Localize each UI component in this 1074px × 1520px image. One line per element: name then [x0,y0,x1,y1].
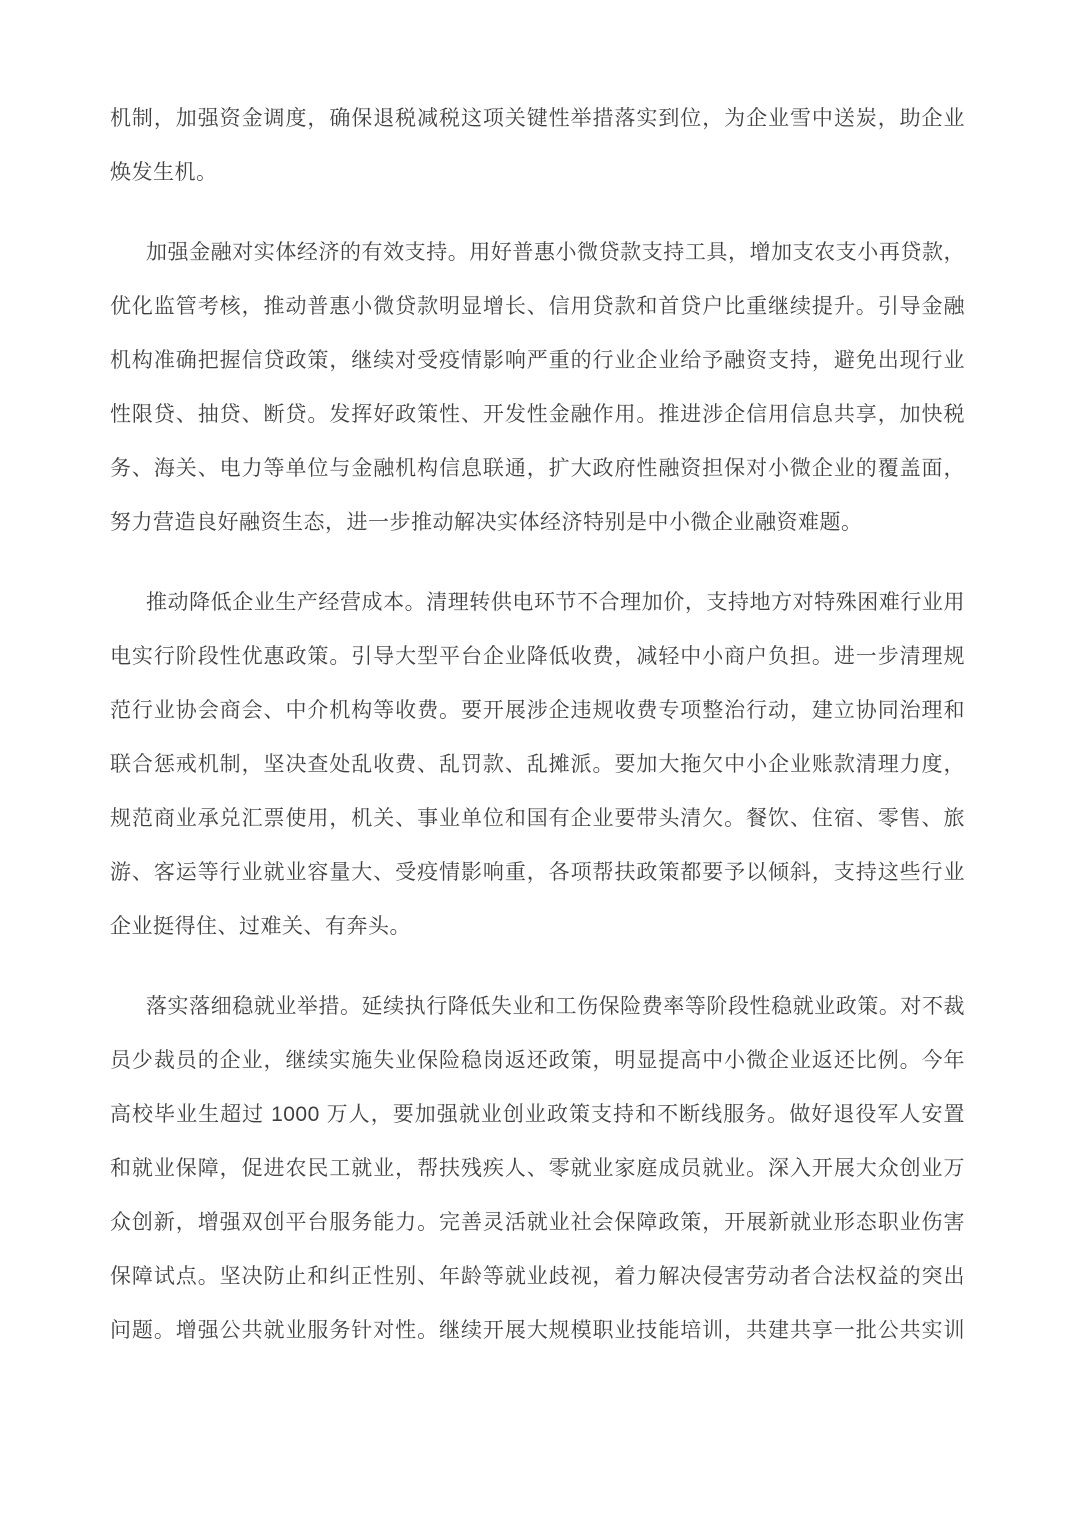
text-line: 和就业保障，促进农民工就业，帮扶残疾人、零就业家庭成员就业。深入开展大众创业万 [110,1157,965,1180]
paragraph-lower-costs [110,576,965,954]
text-line: 焕发生机。 [110,161,218,184]
text-line: 机构准确把握信贷政策，继续对受疫情影响严重的行业企业给予融资支持，避免出现行业 [110,349,965,372]
text-line: 企业挺得住、过难关、有奔头。 [110,915,411,938]
text-line: 保障试点。坚决防止和纠正性别、年龄等就业歧视，着力解决侵害劳动者合法权益的突出 [110,1265,965,1288]
text-line: 众创新，增强双创平台服务能力。完善灵活就业社会保障政策，开展新就业形态职业伤害 [110,1211,965,1234]
text-line: 问题。增强公共就业服务针对性。继续开展大规模职业技能培训，共建共享一批公共实训 [110,1319,965,1342]
text-line: 落实落细稳就业举措。延续执行降低失业和工伤保险费率等阶段性稳就业政策。对不裁 [146,995,965,1018]
paragraph-continuation [110,92,965,200]
text-line: 员少裁员的企业，继续实施失业保险稳岗返还政策，明显提高中小微企业返还比例。今年 [110,1049,965,1072]
paragraph-financial-support [110,226,965,550]
text-line: 高校毕业生超过 1000 万人，要加强就业创业政策支持和不断线服务。做好退役军人安置 [110,1103,965,1126]
text-line: 联合惩戒机制，坚决查处乱收费、乱罚款、乱摊派。要加大拖欠中小企业账款清理力度， [110,753,965,776]
text-line: 规范商业承兑汇票使用，机关、事业单位和国有企业要带头清欠。餐饮、住宿、零售、旅 [110,807,965,830]
text-line: 机制，加强资金调度，确保退税减税这项关键性举措落实到位，为企业雪中送炭，助企业 [110,107,965,130]
text-line: 推动降低企业生产经营成本。清理转供电环节不合理加价，支持地方对特殊困难行业用 [146,591,965,614]
text-line: 努力营造良好融资生态，进一步推动解决实体经济特别是中小微企业融资难题。 [110,511,863,534]
text-line: 加强金融对实体经济的有效支持。用好普惠小微贷款支持工具，增加支农支小再贷款， [146,241,965,264]
text-line: 务、海关、电力等单位与金融机构信息联通，扩大政府性融资担保对小微企业的覆盖面， [110,457,965,480]
text-line: 优化监管考核，推动普惠小微贷款明显增长、信用贷款和首贷户比重继续提升。引导金融 [110,295,965,318]
text-line: 范行业协会商会、中介机构等收费。要开展涉企违规收费专项整治行动，建立协同治理和 [110,699,965,722]
text-line: 电实行阶段性优惠政策。引导大型平台企业降低收费，减轻中小商户负担。进一步清理规 [110,645,965,668]
text-line: 游、客运等行业就业容量大、受疫情影响重，各项帮扶政策都要予以倾斜，支持这些行业 [110,861,965,884]
text-line: 性限贷、抽贷、断贷。发挥好政策性、开发性金融作用。推进涉企信用信息共享，加快税 [110,403,965,426]
paragraph-stabilize-employment [110,980,965,1358]
